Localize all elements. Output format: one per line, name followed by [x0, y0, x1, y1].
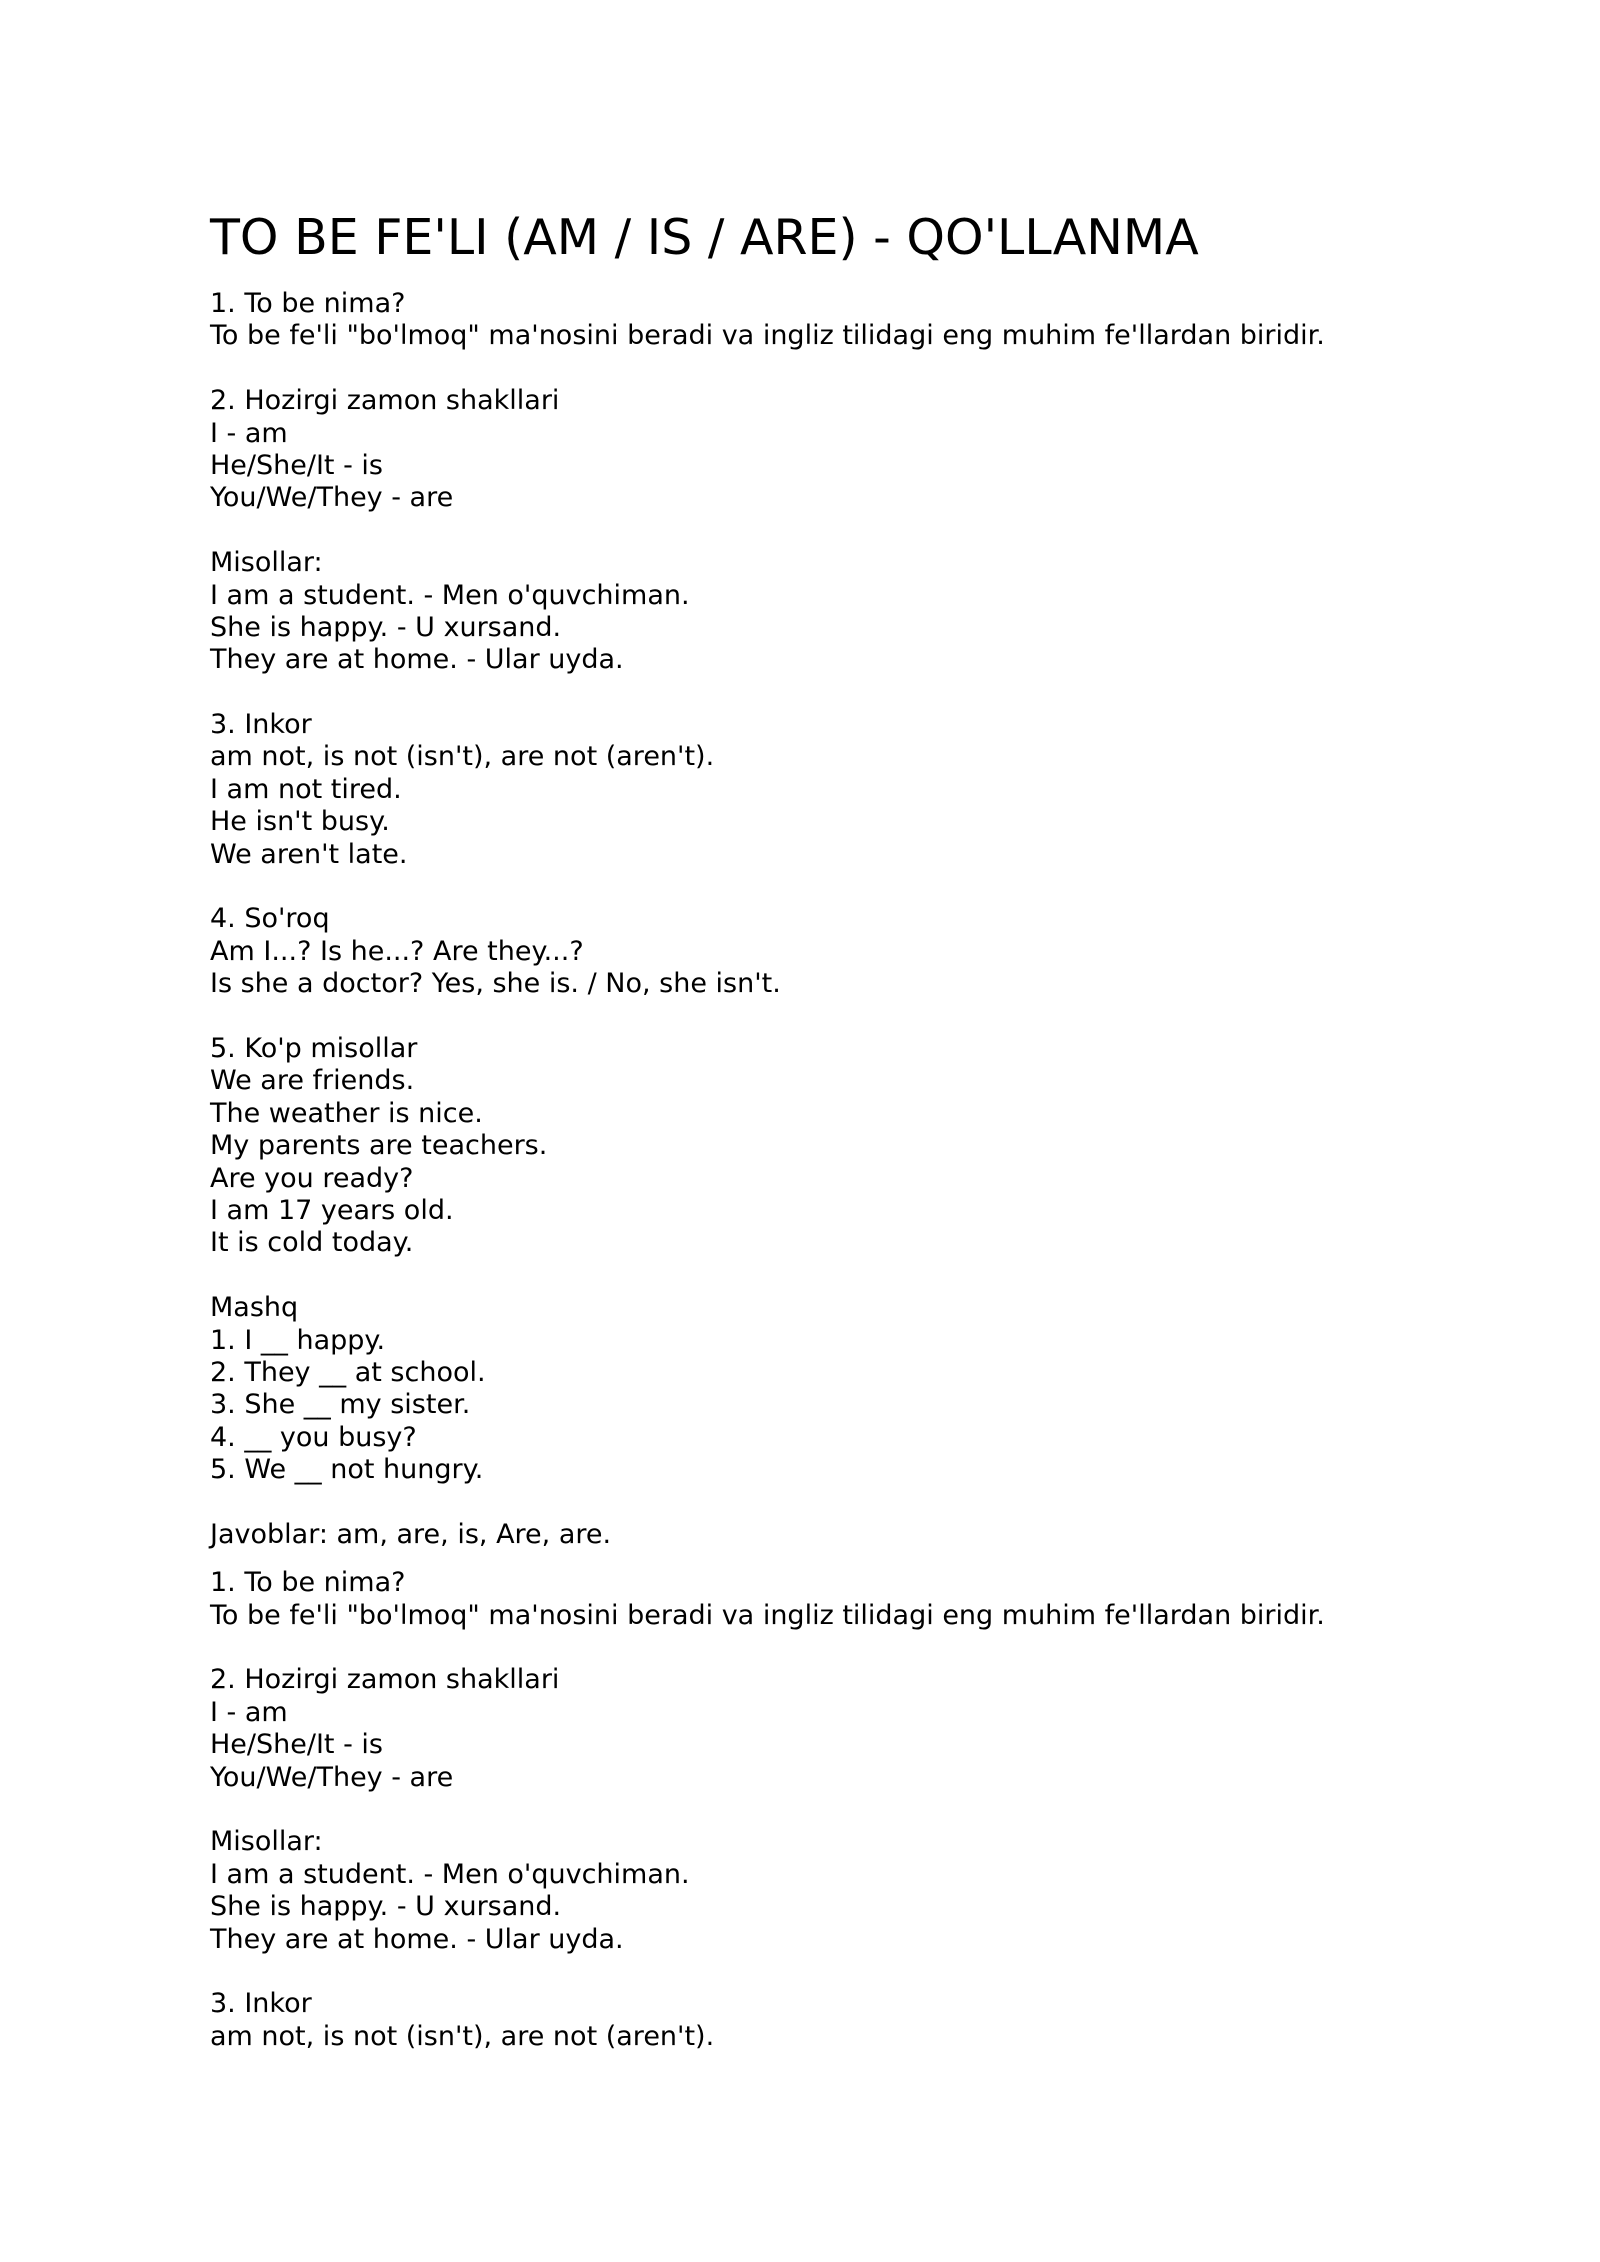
- text-line: I am 17 years old.: [210, 1194, 454, 1226]
- blank-line: [210, 1794, 1450, 1826]
- text-line: To be fe'li "bo'lmoq" ma'nosini beradi va ingliz tilidagi eng muhim fe'llardan biridir.: [210, 320, 1325, 352]
- text-line: She is happy. - U xursand.: [210, 1891, 562, 1923]
- text-line: I - am: [210, 1696, 288, 1728]
- text-line: He/She/It - is: [210, 449, 383, 481]
- text-line: 4. So'roq: [210, 903, 330, 935]
- text-line: Are you ready?: [210, 1162, 414, 1194]
- text-line: You/We/They - are: [210, 482, 454, 514]
- text-line: He/She/It - is: [210, 1729, 383, 1761]
- text-line: 5. Ko'p misollar: [210, 1032, 418, 1064]
- text-line: Javoblar: am, are, is, Are, are.: [210, 1518, 612, 1550]
- text-line: 2. Hozirgi zamon shakllari: [210, 1664, 560, 1696]
- text-line: 1. To be nima?: [210, 288, 406, 319]
- document-page: [210, 208, 1450, 2053]
- document-title: TO BE FE'LI (AM / IS / ARE) - QO'LLANMA: [210, 209, 1199, 266]
- text-block-2: [210, 1567, 1450, 2053]
- text-line: 2. Hozirgi zamon shakllari: [210, 385, 560, 417]
- text-line: Misollar:: [210, 547, 323, 579]
- blank-line: [210, 1486, 1450, 1518]
- text-line: To be fe'li "bo'lmoq" ma'nosini beradi va ingliz tilidagi eng muhim fe'llardan biridir.: [210, 1599, 1325, 1631]
- text-line: I am not tired.: [210, 773, 402, 805]
- text-block-1: [210, 288, 1450, 1551]
- text-line: Mashq: [210, 1292, 299, 1324]
- text-line: 1. I __ happy.: [210, 1324, 386, 1356]
- text-line: 5. We __ not hungry.: [210, 1454, 484, 1486]
- text-line: 2. They __ at school.: [210, 1356, 486, 1388]
- text-line: I - am: [210, 417, 288, 449]
- block-spacer: [210, 1551, 1450, 1567]
- blank-line: [210, 1260, 1450, 1292]
- text-line: 3. Inkor: [210, 709, 312, 741]
- text-line: We aren't late.: [210, 838, 408, 870]
- text-line: They are at home. - Ular uyda.: [210, 644, 624, 676]
- text-line: 1. To be nima?: [210, 1567, 406, 1599]
- text-line: 4. __ you busy?: [210, 1421, 417, 1453]
- text-line: I am a student. - Men o'quvchiman.: [210, 579, 690, 611]
- blank-line: [210, 871, 1450, 903]
- text-line: He isn't busy.: [210, 806, 390, 838]
- text-line: 3. She __ my sister.: [210, 1389, 471, 1421]
- text-line: Am I...? Is he...? Are they...?: [210, 935, 584, 967]
- blank-line: [210, 677, 1450, 709]
- text-line: My parents are teachers.: [210, 1130, 548, 1162]
- text-line: You/We/They - are: [210, 1761, 454, 1793]
- text-line: We are friends.: [210, 1065, 415, 1097]
- text-line: 3. Inkor: [210, 1988, 312, 2020]
- blank-line: [210, 515, 1450, 547]
- text-line: They are at home. - Ular uyda.: [210, 1923, 624, 1955]
- text-line: The weather is nice.: [210, 1097, 483, 1129]
- text-line: Misollar:: [210, 1826, 323, 1858]
- text-line: She is happy. - U xursand.: [210, 611, 562, 643]
- text-line: am not, is not (isn't), are not (aren't).: [210, 2020, 715, 2052]
- text-line: I am a student. - Men o'quvchiman.: [210, 1858, 690, 1890]
- blank-line: [210, 353, 1450, 385]
- blank-line: [210, 1632, 1450, 1664]
- blank-line: [210, 1001, 1450, 1033]
- text-line: Is she a doctor? Yes, she is. / No, she isn't.: [210, 968, 781, 1000]
- blank-line: [210, 1956, 1450, 1988]
- text-line: am not, is not (isn't), are not (aren't).: [210, 741, 715, 773]
- text-line: It is cold today.: [210, 1227, 414, 1259]
